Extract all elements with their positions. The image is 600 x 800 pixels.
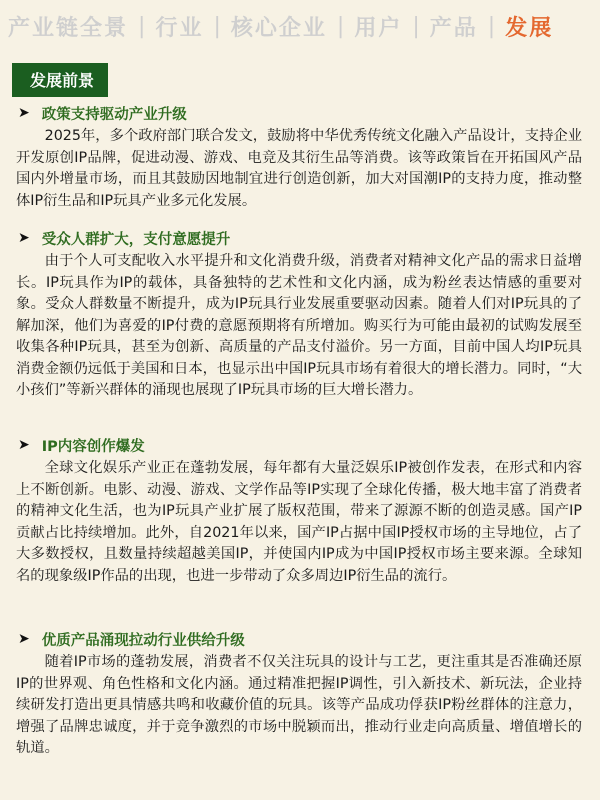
- section-header: [0, 225, 600, 251]
- section-title: 优质产品涌现拉动行业供给升级: [41, 632, 245, 649]
- nav-item-users[interactable]: 用户: [354, 15, 403, 41]
- section-body: 全球文化娱乐产业正在蓬勃发展，每年都有大量泛娱乐IP被创作发表，在形式和内容上不断创新。电影、动漫、游戏、文学作品等IP实现了全球化传播，极大地丰富了消费者的精神文化生活，也为IP玩具产业扩展了版权范围，带来了源源不断的创造灵感。国产IP贡献占比持续增加。此外，自2021年以来，国产IP占据中国IP授权市场的主导地位，占了大多数授权，且数量持续超越美国IP，并使国内IP成为中国IP授权市场主要来源。全球知名的现象级IP作品的出现，也进一步带动了众多周边IP衍生品的流行。: [16, 460, 582, 584]
- section-title: 政策支持驱动产业升级: [41, 106, 187, 123]
- section-body: 随着IP市场的蓬勃发展，消费者不仅关注玩具的设计与工艺，更注重其是否准确还原IP的世界观、角色性格和文化内涵。通过精准把握IP调性，引入新技术、新玩法，企业持续研发打造出更具情感共鸣和收藏价值的玩具。该等产品成功俘获IP粉丝群体的注意力，增强了品牌忠诚度，并于竞争激烈的市场中脱颖而出，推动行业走向高质量、增值增长的轨道。: [16, 654, 582, 756]
- section-tag: 发展前景: [12, 63, 108, 97]
- section-title: IP内容创作爆发: [41, 438, 145, 455]
- section-audience: [0, 225, 600, 402]
- nav-item-products[interactable]: 产品: [429, 15, 478, 41]
- arrow-bullet-icon: ➤: [18, 631, 30, 647]
- section-body: 由于个人可支配收入水平提升和文化消费升级，消费者对精神文化产品的需求日益增长。IP玩具作为IP的载体，具备独特的艺术性和文化内涵，成为粉丝表达情感的重要对象。受众人群数量不断提升，成为IP玩具行业发展重要驱动因素。随着人们对IP玩具的了解加深，他们为喜爱的IP付费的意愿预期将有所增加。购买行为可能由最初的试购发展至收集各种IP玩具，甚至为创新、高质量的产品支付溢价。另一方面，目前中国人均IP玩具消费金额仍远低于美国和日本，也显示出中国IP玩具市场有着很大的增长潜力。同时，“大小孩们”等新兴群体的涌现也展现了IP玩具市场的巨大增长潜力。: [16, 253, 582, 398]
- arrow-bullet-icon: ➤: [18, 105, 30, 121]
- nav-separator: |: [213, 13, 221, 39]
- arrow-bullet-icon: ➤: [18, 437, 30, 453]
- nav-item-development[interactable]: 发展: [505, 15, 554, 41]
- nav-item-industry[interactable]: 行业: [155, 15, 204, 41]
- nav-separator: |: [138, 13, 146, 39]
- nav-separator: |: [336, 13, 345, 39]
- section-title: 受众人群扩大，支付意愿提升: [41, 231, 231, 248]
- section-body: 2025年，多个政府部门联合发文，鼓励将中华优秀传统文化融入产品设计，支持企业开发原创IP品牌，促进动漫、游戏、电竞及其衍生品等消费。该等政策旨在开拓国风产品国内外增量市场，而且其鼓励因地制宜进行创造创新，加大对国潮IP的支持力度，推动整体IP衍生品和IP玩具产业多元化发展。: [16, 128, 582, 209]
- section-header: [0, 432, 600, 458]
- nav-item-core-companies[interactable]: 核心企业: [230, 15, 327, 41]
- section-ip-content: [0, 432, 600, 587]
- nav-item-industry-chain[interactable]: 产业链全景: [8, 15, 129, 41]
- arrow-bullet-icon: ➤: [18, 230, 30, 246]
- nav-separator: |: [487, 13, 496, 39]
- section-policy: [0, 100, 600, 212]
- section-header: [0, 100, 600, 126]
- top-nav: [0, 0, 600, 52]
- nav-separator: |: [412, 13, 420, 39]
- section-quality-products: [0, 626, 600, 760]
- section-header: [0, 626, 600, 652]
